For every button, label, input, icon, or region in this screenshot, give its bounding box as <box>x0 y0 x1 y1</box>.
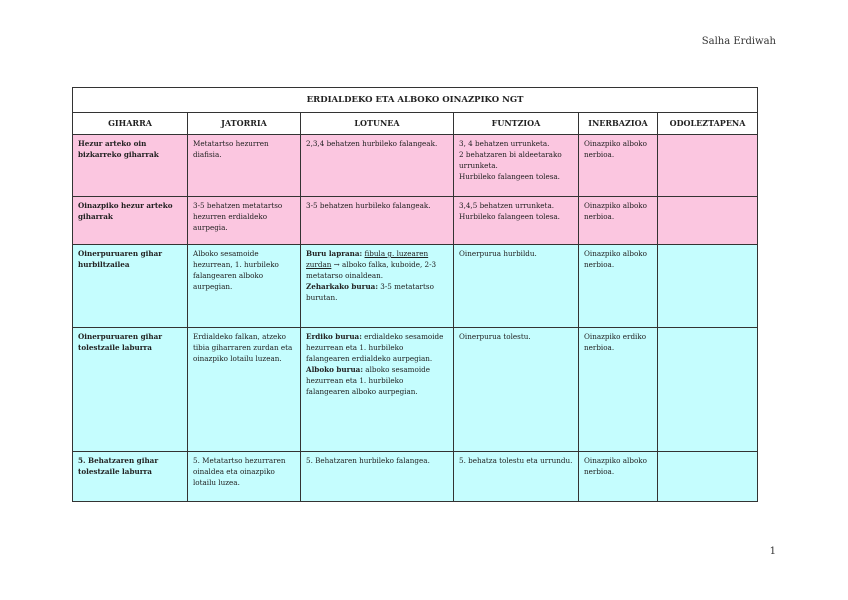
table-row <box>73 452 758 502</box>
cell-jatorria: Metatartso hezurren diafisia. <box>188 135 301 197</box>
cell-giharra: Oinerpuruaren gihar tolestzaile laburra <box>73 328 188 452</box>
funtzioa-line: 3,4,5 behatzen urrunketa. <box>459 201 555 210</box>
cell-lotunea: 3-5 behatzen hurbileko falangeak. <box>301 197 454 245</box>
lotunea-head-text: → alboko falka, kuboide, 2-3 metatarso oinaldean. <box>306 260 437 280</box>
funtzioa-line: 5. behatza tolestu eta urrundu. <box>459 456 573 465</box>
table-title: ERDIALDEKO ETA ALBOKO OINAZPIKO NGT <box>73 88 758 113</box>
cell-odoleztapena <box>658 135 758 197</box>
page-number: 1 <box>769 546 776 557</box>
table-row <box>73 245 758 328</box>
cell-giharra: Hezur arteko oin bizkarreko giharrak <box>73 135 188 197</box>
lotunea-head-label: Zeharkako burua: <box>306 282 378 291</box>
cell-jatorria: 5. Metatartso hezurraren oinaldea eta oinazpiko lotailu luzea. <box>188 452 301 502</box>
muscle-table <box>72 87 758 502</box>
table-row <box>73 135 758 197</box>
column-header-inerbazioa: INERBAZIOA <box>579 113 658 135</box>
cell-inerbazioa: Oinazpiko alboko nerbioa. <box>579 135 658 197</box>
funtzioa-line: Oinerpurua hurbildu. <box>459 249 537 258</box>
cell-inerbazioa: Oinazpiko erdiko nerbioa. <box>579 328 658 452</box>
lotunea-head-text: 3-5 metatartso burutan. <box>306 282 434 302</box>
column-header-jatorria: JATORRIA <box>188 113 301 135</box>
cell-funtzioa <box>454 135 579 197</box>
cell-jatorria: 3-5 behatzen metatartso hezurren erdialdeko aurpegia. <box>188 197 301 245</box>
cell-inerbazioa: Oinazpiko alboko nerbioa. <box>579 245 658 328</box>
cell-giharra: Oinazpiko hezur arteko giharrak <box>73 197 188 245</box>
cell-funtzioa <box>454 328 579 452</box>
cell-lotunea <box>301 245 454 328</box>
cell-inerbazioa: Oinazpiko alboko nerbioa. <box>579 452 658 502</box>
column-header-funtzioa: FUNTZIOA <box>454 113 579 135</box>
lotunea-tendon-text: fibula g. luzearen zurdan <box>306 249 429 269</box>
cell-odoleztapena <box>658 452 758 502</box>
cell-jatorria: Alboko sesamoide hezurrean, 1. hurbileko falangearen alboko aurpegian. <box>188 245 301 328</box>
table-row <box>73 328 758 452</box>
funtzioa-line: Hurbileko falangeen tolesa. <box>459 172 560 181</box>
cell-lotunea: 2,3,4 behatzen hurbileko falangeak. <box>301 135 454 197</box>
column-header-odoleztapena: ODOLEZTAPENA <box>658 113 758 135</box>
cell-inerbazioa: Oinazpiko alboko nerbioa. <box>579 197 658 245</box>
lotunea-head-label: Alboko burua: <box>306 365 363 374</box>
cell-giharra: 5. Behatzaren gihar tolestzaile laburra <box>73 452 188 502</box>
cell-jatorria: Erdialdeko falkan, atzeko tibia giharraren zurdan eta oinazpiko lotailu luzean. <box>188 328 301 452</box>
table-row <box>73 197 758 245</box>
cell-lotunea: 5. Behatzaren hurbileko falangea. <box>301 452 454 502</box>
column-header-lotunea: LOTUNEA <box>301 113 454 135</box>
cell-lotunea <box>301 328 454 452</box>
cell-funtzioa <box>454 452 579 502</box>
funtzioa-line: Hurbileko falangeen tolesa. <box>459 212 560 221</box>
funtzioa-line: Oinerpurua tolestu. <box>459 332 531 341</box>
cell-funtzioa <box>454 245 579 328</box>
lotunea-head-text: erdialdeko sesamoide hezurrean eta 1. hurbileko falangearen erdialdeko aurpegian. <box>306 332 444 363</box>
column-header-giharra: GIHARRA <box>73 113 188 135</box>
lotunea-head-text: alboko sesamoide hezurrean eta 1. hurbileko falangearen alboko aurpegian. <box>306 365 430 396</box>
cell-giharra: Oinerpuruaren gihar hurbiltzailea <box>73 245 188 328</box>
cell-odoleztapena <box>658 245 758 328</box>
lotunea-head-label: Buru laprana: <box>306 249 363 258</box>
cell-odoleztapena <box>658 328 758 452</box>
lotunea-head-label: Erdiko burua: <box>306 332 362 341</box>
funtzioa-line: 2 behatzaren bi aldeetarako urrunketa. <box>459 150 562 170</box>
cell-odoleztapena <box>658 197 758 245</box>
cell-funtzioa <box>454 197 579 245</box>
header-author: Salha Erdiwah <box>701 36 776 47</box>
funtzioa-line: 3, 4 behatzen urrunketa. <box>459 139 550 148</box>
